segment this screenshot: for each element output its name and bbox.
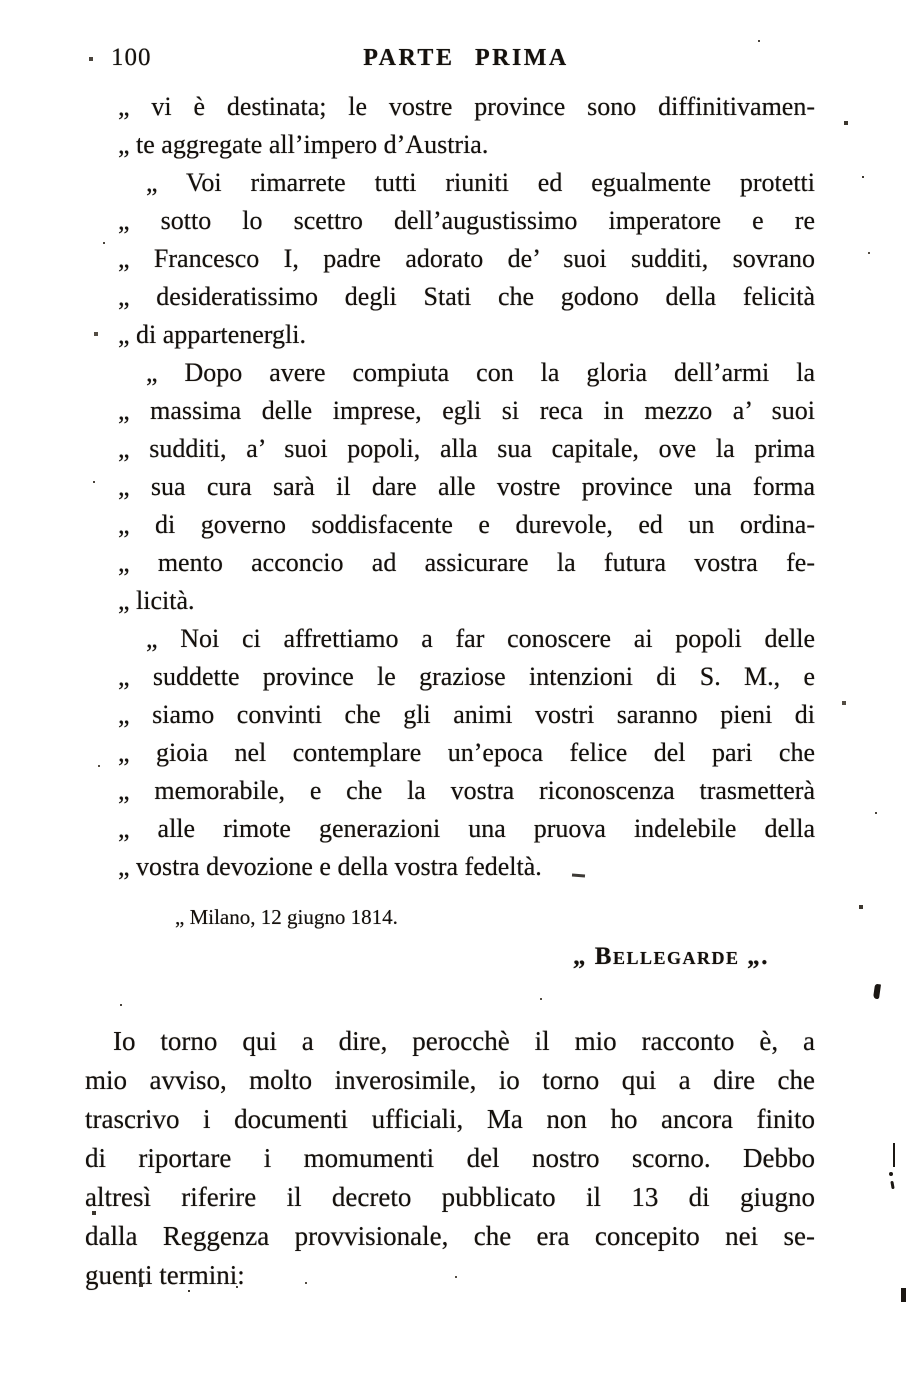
paragraph-line: mio avviso, molto inverosimile, io torno qui a dire che xyxy=(85,1065,815,1095)
quote-line: „ desideratissimo degli Stati che godono della felicità xyxy=(118,282,815,311)
quote-line: „ sua cura sarà il dare alle vostre province una forma xyxy=(118,472,815,501)
quote-line: „ te aggregate all’impero d’Austria. xyxy=(118,130,489,159)
paragraph-line: altresì riferire il decreto pubblicato il 13 di giugno xyxy=(85,1182,815,1212)
quote-line: „ Voi rimarrete tutti riuniti ed egualmente protetti xyxy=(146,168,815,197)
quote-line: „ sudditi, a’ suoi popoli, alla sua capitale, ove la prima xyxy=(118,434,815,463)
paragraph-line: guenti termini: xyxy=(85,1260,245,1290)
dateline: „ Milano, 12 giugno 1814. xyxy=(175,905,398,929)
paragraph-line: Io torno qui a dire, perocchè il mio racconto è, a xyxy=(113,1026,815,1056)
quote-line: „ mento acconcio ad assicurare la futura vostra fe- xyxy=(118,548,815,577)
page-number: 100 xyxy=(111,44,152,71)
quote-line: „ massima delle imprese, egli si reca in mezzo a’ suoi xyxy=(118,396,815,425)
page-content xyxy=(85,44,815,1295)
paragraph-line: di riportare i momumenti del nostro scorno. Debbo xyxy=(85,1143,815,1173)
scan-artifact xyxy=(901,1288,906,1302)
quote-line: „ Dopo avere compiuta con la gloria dell’armi la xyxy=(146,358,815,387)
quote-line: „ siamo convinti che gli animi vostri saranno pieni di xyxy=(118,700,815,729)
paragraph-line: trascrivo i documenti ufficiali, Ma non ho ancora finito xyxy=(85,1104,815,1134)
proclamation-quote-block xyxy=(118,88,815,886)
scan-artifact xyxy=(889,1172,893,1176)
closing-paragraph xyxy=(85,1022,815,1295)
quote-line: „ Noi ci affrettiamo a far conoscere ai popoli delle xyxy=(146,624,815,653)
paragraph-line: dalla Reggenza provvisionale, che era concepito nei se- xyxy=(85,1221,815,1251)
scan-speckles xyxy=(0,0,2,2)
quote-line: „ memorabile, e che la vostra riconoscenza trasmetterà xyxy=(118,776,815,805)
scan-artifact xyxy=(890,1181,894,1189)
quote-line: „ alle rimote generazioni una pruova indelebile della xyxy=(118,814,815,843)
quote-line: „ di governo soddisfacente e durevole, ed un ordina- xyxy=(118,510,815,539)
signature: „ Bellegarde „. xyxy=(573,943,769,970)
running-header xyxy=(85,44,815,76)
scan-artifact xyxy=(893,1143,895,1167)
quote-line: „ di appartenergli. xyxy=(118,320,306,349)
scan-artifact xyxy=(873,984,881,1000)
quote-line: „ vostra devozione e della vostra fedeltà. xyxy=(118,852,542,881)
quote-line: „ sotto lo scettro dell’augustissimo imperatore e re xyxy=(118,206,815,235)
quote-line: „ gioia nel contemplare un’epoca felice del pari che xyxy=(118,738,815,767)
quote-line: „ licità. xyxy=(118,586,195,615)
section-header: PARTE PRIMA xyxy=(363,45,569,71)
quote-line: „ Francesco I, padre adorato de’ suoi sudditi, sovrano xyxy=(118,244,815,273)
quote-line: „ suddette province le graziose intenzioni di S. M., e xyxy=(118,662,815,691)
quote-line: „ vi è destinata; le vostre province sono diffinitivamen- xyxy=(118,92,815,121)
